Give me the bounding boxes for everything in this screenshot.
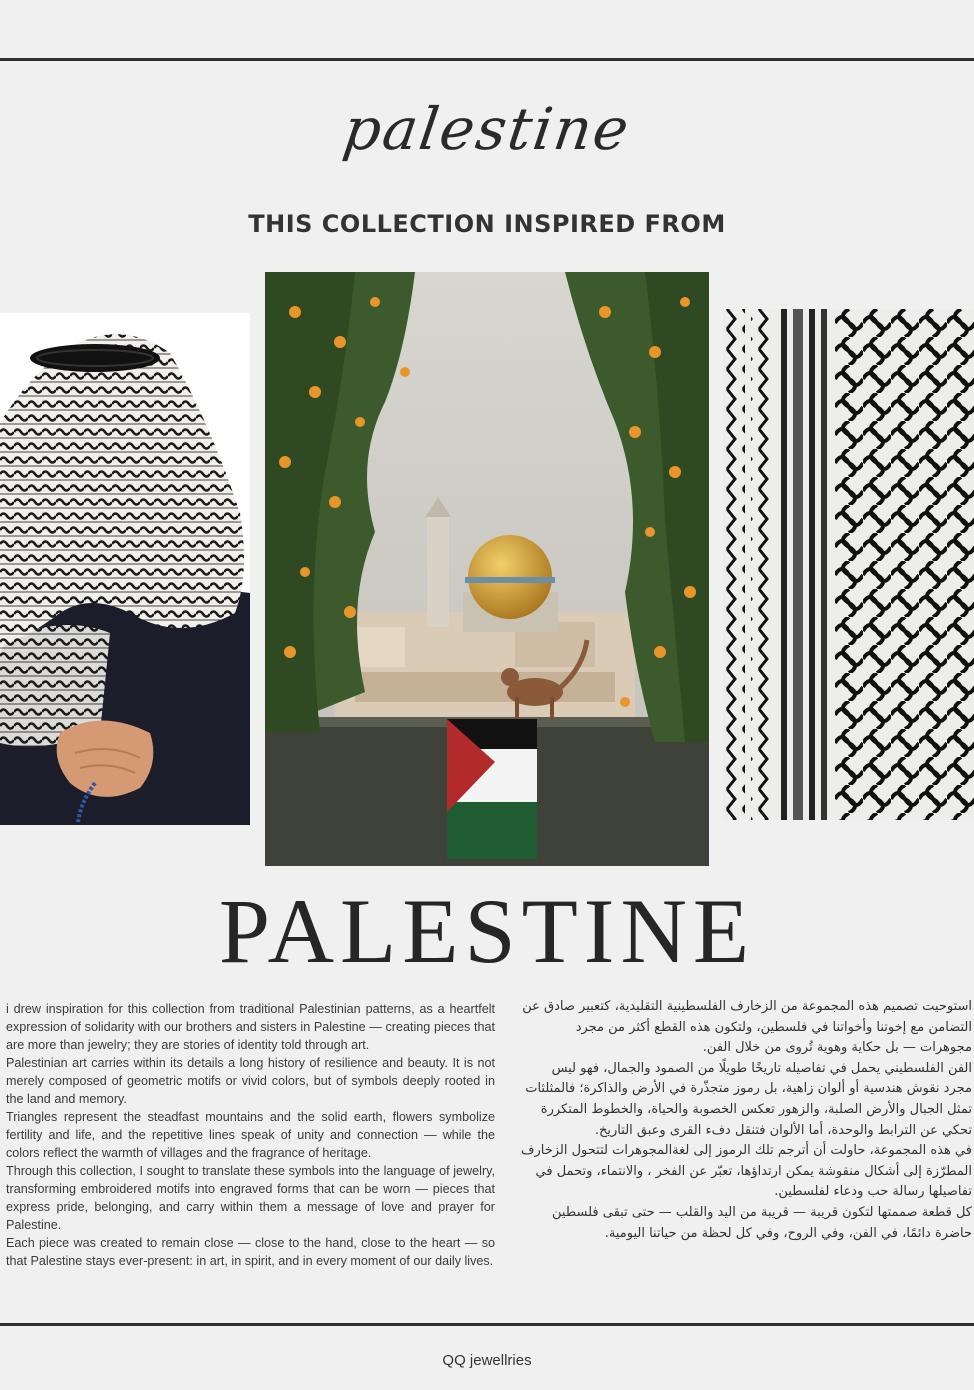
english-paragraph: Through this collection, I sought to translate these symbols into the language of jewelry, transforming embroidered motifs into engraved forms that can be worn — pieces that express pride, belonging, and carry within them a message of love and prayer for Palestine.: [6, 1164, 495, 1232]
keffiyeh-pattern-photo: [723, 309, 974, 820]
script-title: palestine: [339, 95, 635, 163]
keffiyeh-wearer-photo: [0, 313, 250, 825]
english-paragraph: Palestinian art carries within its details a long history of resilience and beauty. It is not merely composed of geometric motifs or vivid colors, but of symbols deeply rooted in the land and memory.: [6, 1056, 495, 1106]
arabic-paragraph: استوحيت تصميم هذه المجموعة من الزخارف الفلسطينية التقليدية، كتعبير صادق عن التضامن مع إخوتنا وأخواتنا في فلسطين، ولتكون هذه القطع أكثر من مجرد مجوهرات — بل حكاية وهوية تُروى من خلال الفن.: [522, 999, 972, 1056]
arabic-paragraph: الفن الفلسطيني يحمل في تفاصيله تاريخًا طويلًا من الصمود والجمال، فهو ليس مجرد نقوش هندسية أو ألوان زاهية، بل رموز متجذّرة في الأرض والذاكرة؛ فالمثلثات تمثل الجبال والأرض الصلبة، والزهور تعكس الخصوبة والحياة، والخطوط المتكررة: [525, 1060, 972, 1117]
arabic-paragraph: في هذه المجموعة، حاولت أن أترجم تلك الرموز إلى لغةالمجوهرات لتتحول الزخارف المطرّزة إلى أشكال منقوشة يمكن ارتداؤها، تعبّر عن الفخر ، والانتماء، وتحمل في تفاصيلها رسالة حب ودعاء لفلسطين.: [520, 1143, 972, 1200]
jerusalem-scene-illustration: [265, 272, 709, 866]
arabic-paragraph: كل قطعة صممتها لتكون قريبة — قريبة من اليد والقلب — حتى تبقى فلسطين حاضرة دائمًا، في الفن، وفي الروح، وفي كل لحظة من حياتنا اليومية.: [552, 1204, 972, 1241]
keffiyeh-pattern-illustration: [723, 309, 974, 820]
keffiyeh-wearer-illustration: [0, 313, 250, 825]
english-paragraph: Each piece was created to remain close — close to the hand, close to the heart — so that Palestine stays ever-present: in art, in spirit, and in every moment of our daily lives.: [6, 1236, 495, 1268]
english-description: [6, 1000, 495, 1270]
arabic-paragraph: تحكي عن الترابط والوحدة، أما الألوان فتنقل دفء القرى وعبق التاريخ.: [594, 1122, 972, 1138]
dome-of-the-rock-photo: [265, 272, 709, 866]
top-divider: [0, 58, 974, 61]
bottom-divider: [0, 1323, 974, 1326]
english-paragraph: i drew inspiration for this collection from traditional Palestinian patterns, as a heartfelt expression of solidarity with our brothers and sisters in Palestine — creating pieces that are more than jewelry; they are stories of identity told through art.: [6, 1002, 495, 1052]
arabic-description: [520, 997, 972, 1244]
english-paragraph: Triangles represent the steadfast mountains and the solid earth, flowers symbolize fertility and life, and the repetitive lines speak of unity and connection — while the colors reflect the warmth of villages and the fragrance of heritage.: [6, 1110, 495, 1160]
main-title: PALESTINE: [218, 880, 756, 982]
collection-subtitle: THIS COLLECTION INSPIRED FROM: [248, 210, 726, 238]
brand-footer: QQ jewellries: [442, 1352, 532, 1369]
